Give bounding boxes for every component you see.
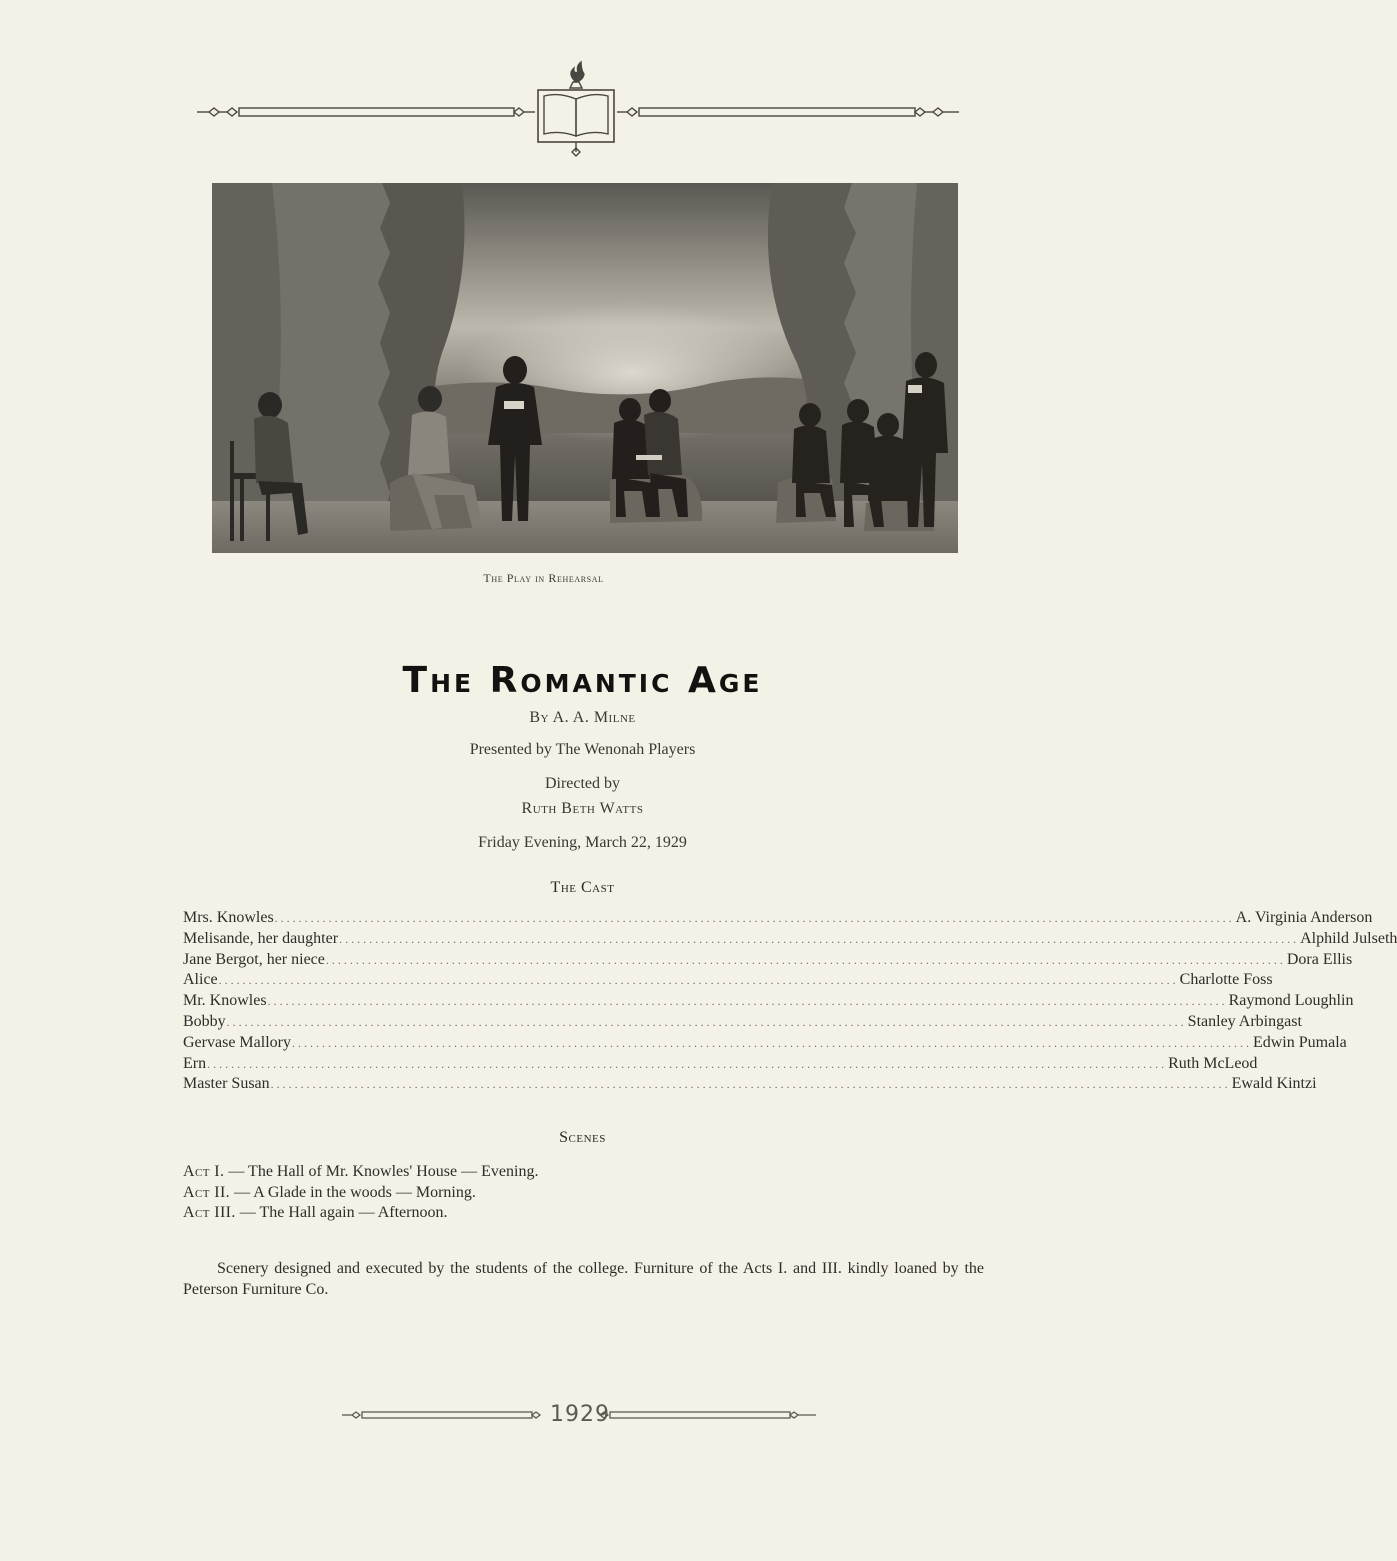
footer-year: 1929 <box>550 1402 610 1427</box>
leader-dots: ................................................................................................................................................................ <box>267 994 1228 1009</box>
cast-row <box>183 929 1397 950</box>
play-title: The Romantic Age <box>402 660 763 701</box>
play-author: By A. A. Milne <box>529 709 636 726</box>
cast-actor: Edwin Pumala <box>1252 1033 1347 1051</box>
director-name: Ruth Beth Watts <box>521 800 644 817</box>
cast-role: Melisande, her daughter <box>183 929 339 947</box>
cast-actor: Stanley Arbingast <box>1187 1012 1302 1030</box>
scene-row <box>183 1183 883 1204</box>
cast-row <box>183 908 1373 929</box>
open-book-torch-icon <box>195 62 965 166</box>
cast-row <box>183 970 1273 991</box>
cast-actor: Charlotte Foss <box>1179 971 1273 989</box>
leader-dots: ................................................................................................................................................................ <box>325 952 1286 967</box>
scenes-heading: Scenes <box>559 1129 606 1146</box>
presented-by: Presented by The Wenonah Players <box>469 741 696 758</box>
leader-dots: ................................................................................................................................................................ <box>226 1014 1187 1029</box>
cast-row <box>183 950 1353 971</box>
cast-row <box>183 1054 1258 1075</box>
cast-actor: Ruth McLeod <box>1168 1054 1258 1072</box>
leader-dots: ................................................................................................................................................................ <box>218 973 1179 988</box>
scene-row <box>183 1203 883 1224</box>
leader-dots: ................................................................................................................................................................ <box>339 931 1300 946</box>
cast-role: Mrs. Knowles <box>183 909 274 926</box>
leader-dots: ................................................................................................................................................................ <box>291 1035 1252 1050</box>
directed-by-label: Directed by <box>544 775 621 792</box>
cast-actor: Dora Ellis <box>1286 950 1353 968</box>
cast-role: Alice <box>183 971 218 989</box>
cast-row <box>183 1074 1317 1095</box>
cast-role: Gervase Mallory <box>183 1033 291 1051</box>
leader-dots: ................................................................................................................................................................ <box>270 1077 1231 1092</box>
cast-role: Jane Bergot, her niece <box>183 950 325 968</box>
cast-role: Master Susan <box>183 1075 270 1093</box>
cast-role: Bobby <box>183 1012 226 1030</box>
cast-heading: The Cast <box>550 879 615 896</box>
cast-row <box>183 1012 1302 1033</box>
cast-role: Mr. Knowles <box>183 992 267 1010</box>
cast-actor: Ewald Kintzi <box>1231 1075 1317 1093</box>
scene-description: — The Hall again — Afternoon. <box>235 1204 448 1222</box>
act-label: Act II. <box>183 1183 231 1201</box>
leader-dots: ................................................................................................................................................................ <box>274 911 1235 925</box>
cast-role: Ern <box>183 1054 207 1072</box>
leader-dots: ................................................................................................................................................................ <box>207 1056 1168 1071</box>
scenery-note: Scenery designed and executed by the students of the college. Furniture of the Acts I. and III. kindly loaned by the Peterson Furniture Co. <box>183 1260 984 1298</box>
cast-row <box>183 991 1354 1012</box>
cast-list <box>183 908 1397 1095</box>
rehearsal-photo <box>212 183 958 553</box>
cast-row <box>183 1033 1347 1054</box>
performance-date: Friday Evening, March 22, 1929 <box>478 834 687 851</box>
cast-actor: Raymond Loughlin <box>1228 992 1354 1010</box>
photo-caption: The Play in Rehearsal <box>483 571 604 585</box>
cast-actor: A. Virginia Anderson <box>1235 909 1373 926</box>
scene-row <box>183 1162 883 1183</box>
scene-list <box>183 1162 883 1224</box>
act-label: Act I. <box>183 1163 225 1180</box>
cast-actor: Alphild Julseth <box>1300 929 1397 947</box>
act-label: Act III. <box>183 1204 236 1222</box>
scene-description: — A Glade in the woods — Morning. <box>230 1183 476 1201</box>
scene-description: — The Hall of Mr. Knowles' House — Evening. <box>224 1163 539 1180</box>
